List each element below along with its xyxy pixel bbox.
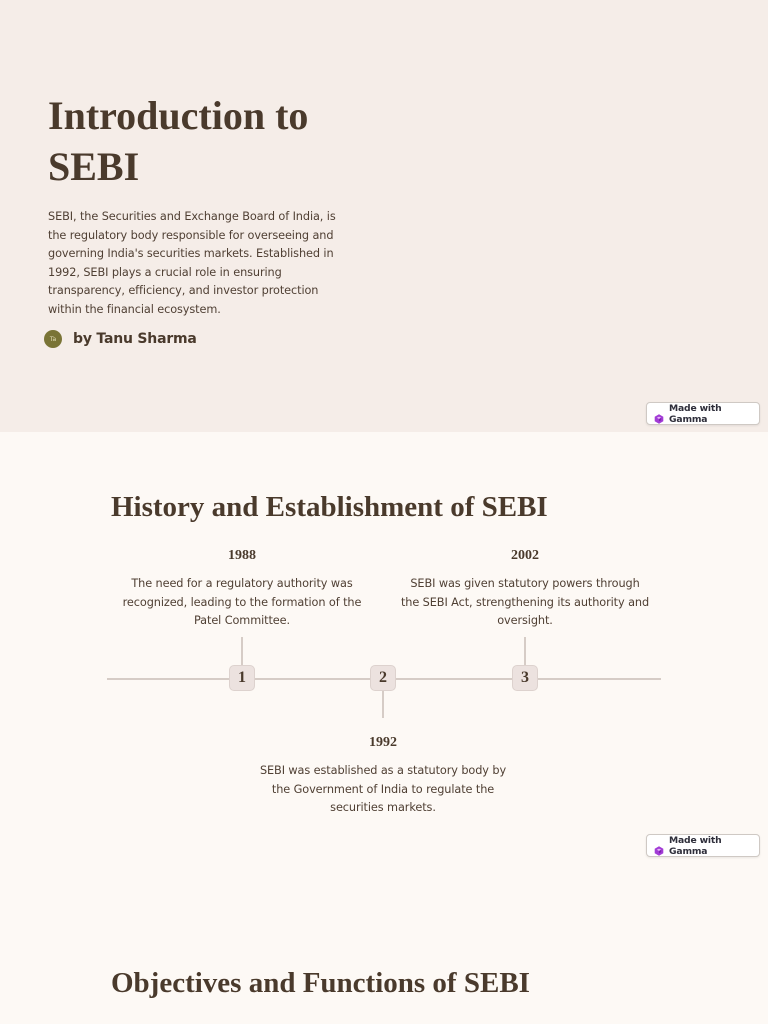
- badge-label: Made with Gamma: [669, 402, 722, 425]
- timeline-marker-3: 3: [512, 665, 538, 691]
- badge-label: Made with Gamma: [669, 834, 722, 857]
- timeline-event-2002: [400, 547, 650, 631]
- slide-title: Objectives and Functions of SEBI: [111, 967, 530, 999]
- author-byline: [44, 329, 197, 349]
- timeline-marker-2: 2: [370, 665, 396, 691]
- timeline-connector: [524, 637, 526, 665]
- made-with-gamma-button[interactable]: [646, 402, 760, 425]
- made-with-gamma-button[interactable]: [646, 834, 760, 857]
- timeline-event-1988: [117, 547, 367, 631]
- avatar: Ta: [44, 330, 62, 348]
- event-description: SEBI was established as a statutory body by the Government of India to regulate the securities markets.: [259, 764, 507, 815]
- event-year: 1992: [369, 735, 397, 750]
- timeline-connector: [241, 637, 243, 665]
- event-year: 1988: [228, 548, 256, 563]
- slide-description: SEBI, the Securities and Exchange Board of India, is the regulatory body responsible for overseeing and governing India's securities markets. Established in 1992, SEBI plays a crucial role in ensuring transparency, efficiency, and investor protection within the financial ecosystem.: [48, 210, 336, 316]
- author-name: by Tanu Sharma: [73, 331, 197, 347]
- timeline-connector: [382, 691, 384, 718]
- event-description: SEBI was given statutory powers through the SEBI Act, strengthening its authority and oversight.: [400, 577, 650, 628]
- gamma-logo-icon: [654, 409, 664, 419]
- event-description: The need for a regulatory authority was recognized, leading to the formation of the Patel Committee.: [122, 577, 362, 628]
- slide-title: History and Establishment of SEBI: [111, 491, 548, 523]
- slide-introduction: [0, 0, 768, 432]
- timeline-event-1992: [258, 734, 508, 818]
- timeline-marker-1: 1: [229, 665, 255, 691]
- slide-title: Introduction to SEBI: [48, 93, 309, 189]
- gamma-logo-icon: [654, 841, 664, 851]
- event-year: 2002: [511, 548, 539, 563]
